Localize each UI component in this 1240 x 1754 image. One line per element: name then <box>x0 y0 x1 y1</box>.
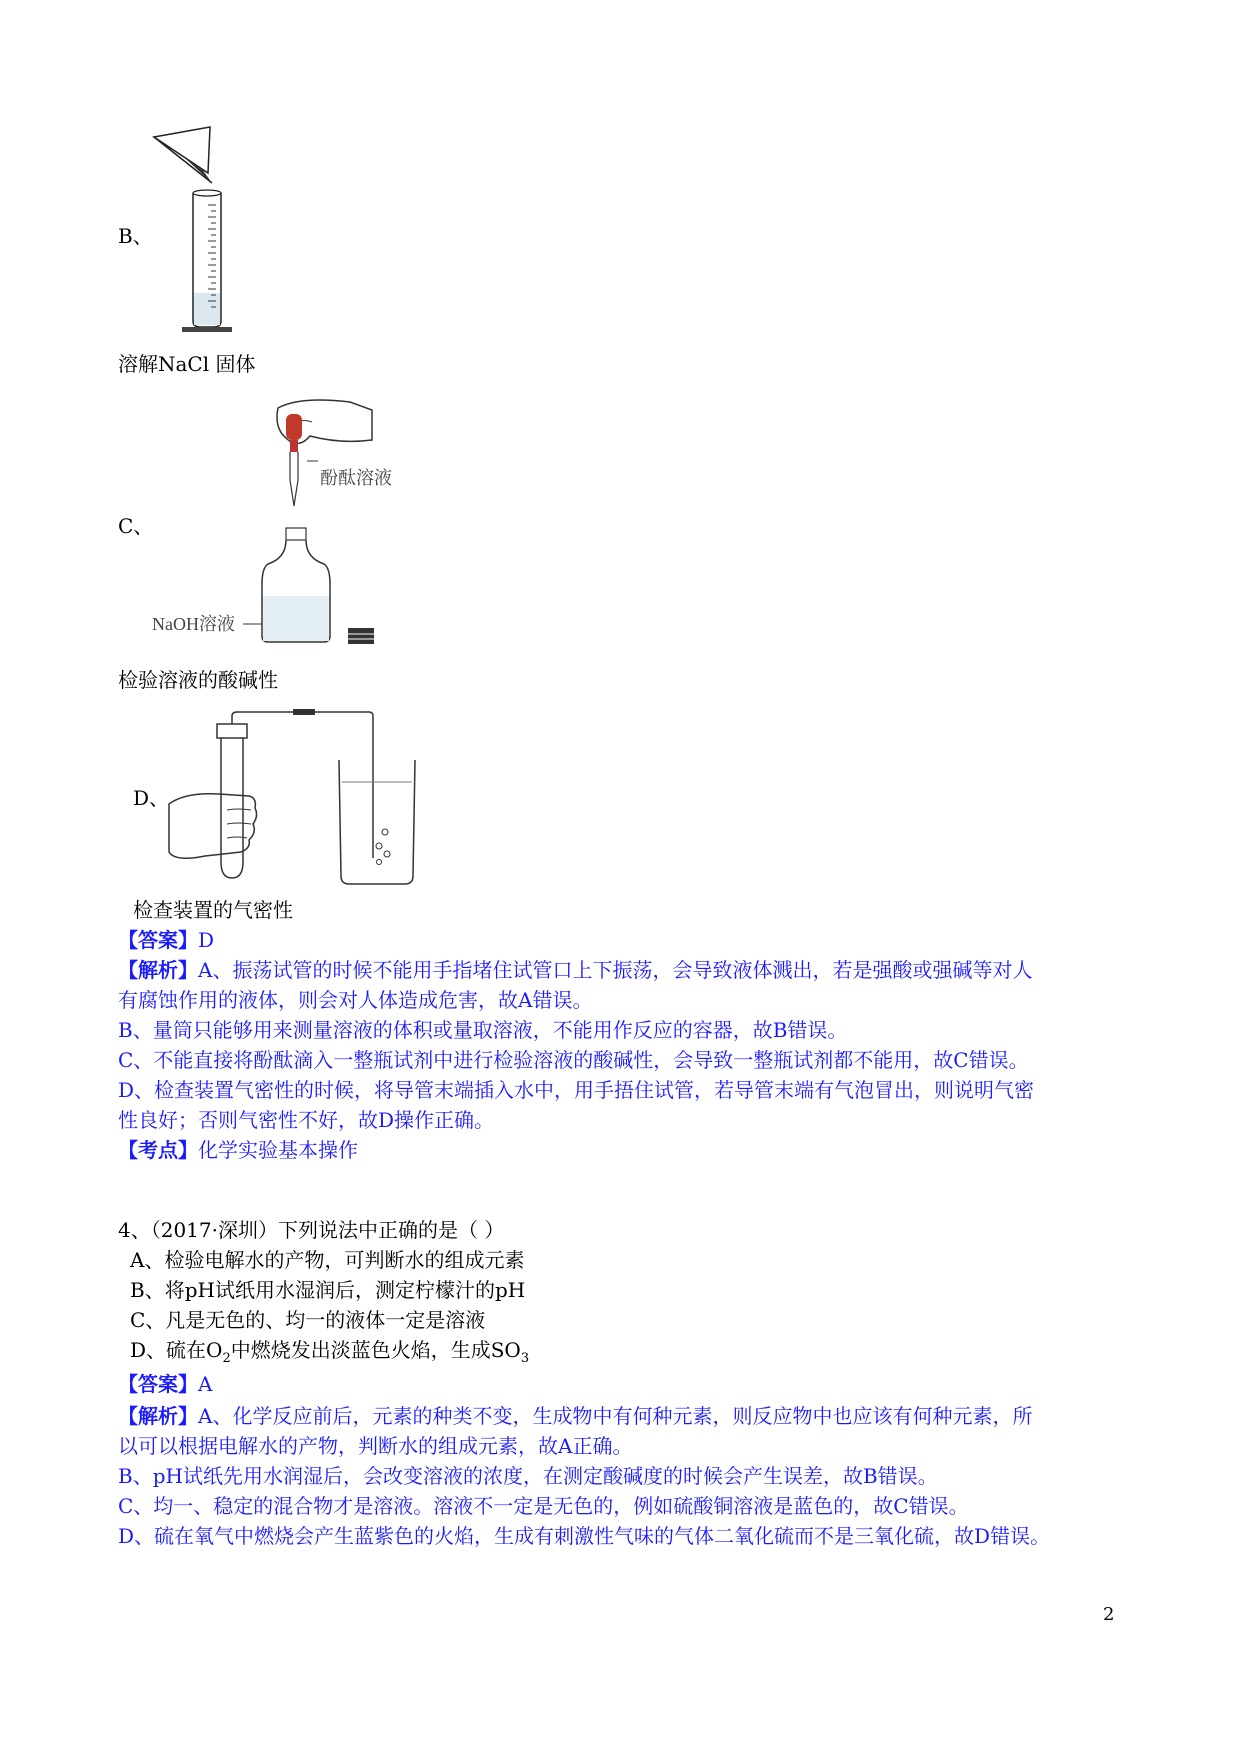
topic-tag: 【考点】 <box>118 1138 198 1162</box>
option-d-text: 中燃烧发出淡蓝色火焰，生成SO <box>230 1338 521 1362</box>
q3-analysis-line-3: B、量筒只能够用来测量溶液的体积或量取溶液，不能用作反应的容器，故B错误。 <box>118 1018 848 1042</box>
q4-option-c: C、凡是无色的、均一的液体一定是溶液 <box>130 1308 486 1332</box>
topic-value: 化学实验基本操作 <box>198 1138 358 1162</box>
analysis-tag: 【解析】 <box>118 958 198 982</box>
q4-answer <box>118 1370 212 1398</box>
option-d-label: D、 <box>133 786 170 810</box>
option-b-caption: 溶解NaCl 固体 <box>118 352 256 376</box>
analysis-text: A、化学反应前后，元素的种类不变，生成物中有何种元素，则反应物中也应该有何种元素，所 <box>198 1404 1033 1428</box>
naoh-solution-label: NaOH溶液 <box>152 614 235 634</box>
q4-analysis-line-3: B、pH试纸先用水润湿后，会改变溶液的浓度，在测定酸碱度的时候会产生误差，故B错误。 <box>118 1464 938 1488</box>
answer-value: A <box>198 1372 213 1396</box>
page-number: 2 <box>1103 1604 1115 1625</box>
q3-topic <box>118 1136 358 1164</box>
q4-option-b: B、将pH试纸用水湿润后，测定柠檬汁的pH <box>130 1278 526 1302</box>
option-c-label: C、 <box>118 514 154 538</box>
q3-answer <box>118 926 214 954</box>
q3-analysis-line-4: C、不能直接将酚酞滴入一整瓶试剂中进行检验溶液的酸碱性，会导致一整瓶试剂都不能用，故C错误。 <box>118 1048 1029 1072</box>
analysis-text: A、振荡试管的时候不能用手指堵住试管口上下振荡，会导致液体溅出，若是强酸或强碱等对人 <box>198 958 1033 982</box>
q3-analysis-line-5: D、检查装置气密性的时候，将导管末端插入水中，用手捂住试管，若导管末端有气泡冒出，则说明气密 <box>118 1078 1035 1102</box>
graduated-cylinder-figure <box>150 125 240 340</box>
q4-stem: 4、（2017·深圳）下列说法中正确的是（ ） <box>118 1218 505 1242</box>
q3-analysis-line-1 <box>118 956 1032 984</box>
q4-option-d <box>130 1336 529 1373</box>
subscript: 2 <box>222 1351 231 1366</box>
answer-tag: 【答案】 <box>118 1372 198 1396</box>
option-b-label: B、 <box>118 224 153 248</box>
q4-analysis-line-2: 以可以根据电解水的产物，判断水的组成元素，故A正确。 <box>118 1434 633 1458</box>
airtightness-figure <box>165 712 435 892</box>
q3-analysis-line-2: 有腐蚀作用的液体，则会对人体造成危害，故A错误。 <box>118 988 593 1012</box>
q4-analysis-line-1 <box>118 1402 1032 1430</box>
dropper-bottle-figure <box>150 388 390 648</box>
q4-option-a: A、检验电解水的产物，可判断水的组成元素 <box>130 1248 525 1272</box>
answer-tag: 【答案】 <box>118 928 198 952</box>
answer-value: D <box>198 928 215 952</box>
phenolphthalein-label: 酚酞溶液 <box>320 468 392 488</box>
q4-analysis-line-5: D、硫在氧气中燃烧会产生蓝紫色的火焰，生成有刺激性气味的气体二氧化硫而不是三氧化硫，故D错误。 <box>118 1524 1051 1548</box>
q4-analysis-line-4: C、均一、稳定的混合物才是溶液。溶液不一定是无色的，例如硫酸铜溶液是蓝色的，故C错误。 <box>118 1494 969 1518</box>
analysis-tag: 【解析】 <box>118 1404 198 1428</box>
option-c-caption: 检验溶液的酸碱性 <box>118 668 278 692</box>
subscript: 3 <box>520 1351 530 1366</box>
option-d-text: D、硫在O <box>130 1338 223 1362</box>
option-d-caption: 检查装置的气密性 <box>133 898 293 922</box>
q3-analysis-line-6: 性良好；否则气密性不好，故D操作正确。 <box>118 1108 495 1132</box>
